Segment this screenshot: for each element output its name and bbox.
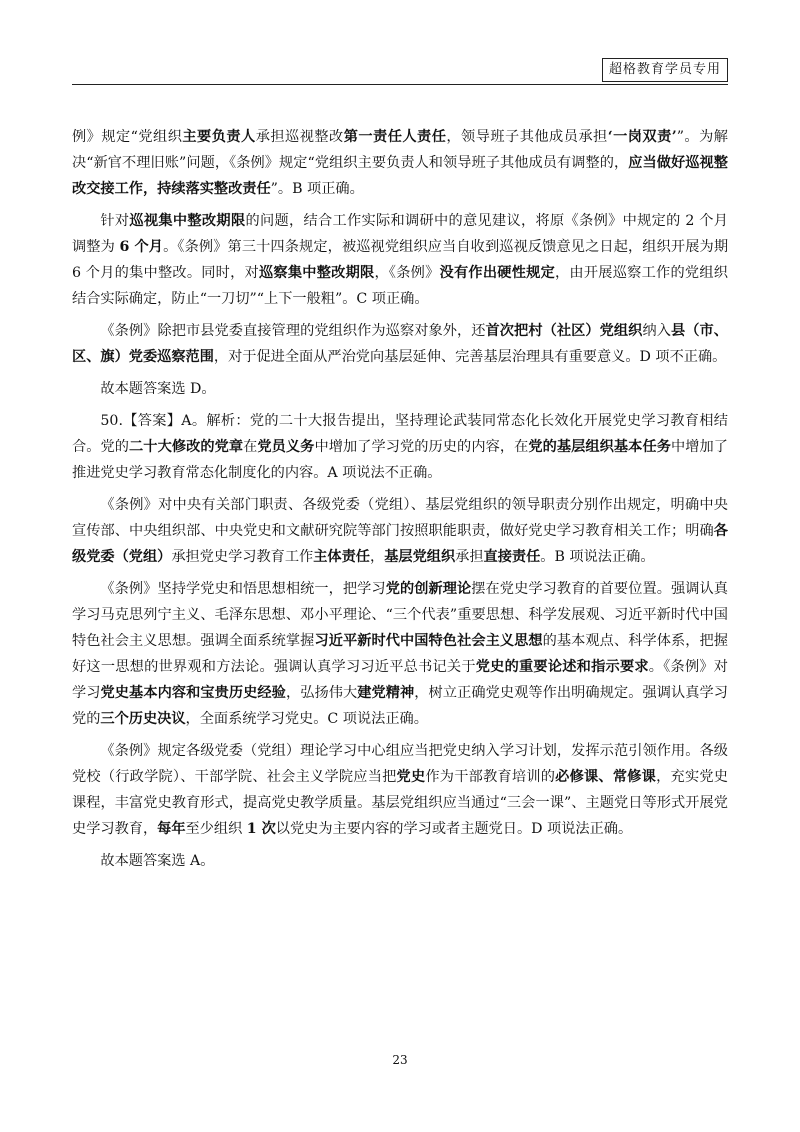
body-text: 的问题，结合工作实际和调研中的意见建议，将原《条例》中规定的 2 个月调整为 bbox=[72, 213, 728, 255]
body-text: 。《条例》对学习 bbox=[72, 659, 728, 701]
emphasis-text: 二十大修改的党章 bbox=[129, 439, 244, 455]
paragraph-p6 bbox=[72, 492, 728, 570]
emphasis-text: 巡视集中整改期限 bbox=[129, 213, 246, 229]
body-text: ，充实党史课程，丰富党史教育形式，提高党史教学质量。基层党组织应当通过“三会一课”、主题党日等形式开展党史学习教育， bbox=[72, 769, 728, 837]
body-text: 作为干部教育培训的 bbox=[425, 769, 556, 785]
header-label: 超格教育学员专用 bbox=[602, 58, 728, 82]
body-text: 50.【答案】A。解析：党的二十大报告提出，坚持理论武装同常态化长效化开展党史学习教育相结合。党的 bbox=[72, 413, 728, 455]
emphasis-text: 党史的重要论述和指示要求 bbox=[475, 659, 649, 675]
paragraph-p2 bbox=[72, 208, 728, 312]
body-text: ， bbox=[369, 549, 385, 565]
body-text: 承担党史学习教育工作 bbox=[171, 549, 314, 565]
emphasis-text: 巡察集中整改期限 bbox=[258, 265, 375, 281]
paragraph-p7 bbox=[72, 576, 728, 732]
emphasis-text: 县（市、区、旗）党委巡察范围 bbox=[72, 323, 728, 365]
body-text: 中增加了学习党的历史的内容，在 bbox=[314, 439, 529, 455]
body-text: ，树立正确党史观等作出明确规定。强调认真学习党的 bbox=[72, 685, 728, 727]
emphasis-text: 第一责任人责任 bbox=[343, 129, 447, 145]
body-text: 例》规定“党组织 bbox=[72, 129, 183, 145]
body-text: ，弘扬伟大 bbox=[285, 685, 358, 701]
document-body bbox=[72, 124, 728, 880]
paragraph-p3 bbox=[72, 318, 728, 370]
emphasis-text: 没有作出硬性规定 bbox=[439, 265, 555, 281]
paragraph-p9 bbox=[72, 848, 728, 874]
emphasis-text: ‘一岗双责’ bbox=[607, 129, 677, 145]
emphasis-text: 必修课、常修课 bbox=[555, 769, 657, 785]
body-text: ，对于促进全面从严治党向基层延伸、完善基层治理具有重要意义。D 项不正确。 bbox=[213, 349, 727, 365]
body-text: 。B 项说法正确。 bbox=[540, 549, 655, 565]
body-text: 《条例》除把市县党委直接管理的党组织作为巡察对象外，还 bbox=[100, 323, 486, 339]
body-text: 《条例》对中央有关部门职责、各级党委（党组）、基层党组织的领导职责分别作出规定，明确中央宣传部、中央组织部、中央党史和文献研究院等部门按照职能职责，做好党史学习教育相关工作；明确 bbox=[72, 497, 728, 539]
emphasis-text: 6 个月 bbox=[119, 239, 164, 255]
emphasis-text: 党的创新理论 bbox=[385, 581, 472, 597]
body-text: ，领导班子其他成员承担 bbox=[446, 129, 608, 145]
body-text: 《条例》坚持学党史和悟思想相统一，把学习 bbox=[100, 581, 386, 597]
body-text: 承担 bbox=[455, 549, 484, 565]
page-number: 23 bbox=[392, 1053, 408, 1067]
emphasis-text: 党员义务 bbox=[257, 439, 315, 455]
body-text: 在 bbox=[243, 439, 258, 455]
emphasis-text: 各级党委（党组） bbox=[72, 523, 728, 565]
emphasis-text: 主体责任 bbox=[313, 549, 370, 565]
emphasis-text: 主要负责人 bbox=[182, 129, 256, 145]
emphasis-text: 党的基层组织基本任务 bbox=[528, 439, 671, 455]
emphasis-text: 党史基本内容和宝贵历史经验 bbox=[100, 685, 286, 701]
emphasis-text: 基层党组织 bbox=[384, 549, 456, 565]
header-rule bbox=[72, 84, 728, 85]
body-text: 承担巡视整改 bbox=[255, 129, 344, 145]
body-text: ”。为解决“新官不理旧账”问题，《条例》规定“党组织主要负责人和领导班子其他成员有调整的， bbox=[72, 129, 728, 171]
body-text: 以党史为主要内容的学习或者主题党日。D 项说法正确。 bbox=[275, 821, 633, 837]
body-text: 至少组织 bbox=[185, 821, 247, 837]
emphasis-text: 习近平新时代中国特色社会主义思想 bbox=[314, 633, 543, 649]
body-text: 故本题答案选 A。 bbox=[100, 853, 215, 869]
emphasis-text: 首次把村（社区）党组织 bbox=[485, 323, 643, 339]
body-text: 。《条例》第三十四条规定，被巡视党组织应当自收到巡视反馈意见之日起，组织开展为期 6 个月的集中整改。同时，对 bbox=[72, 239, 729, 281]
body-text: 中增加了推进党史学习教育常态化制度化的内容。A 项说法不正确。 bbox=[72, 439, 728, 481]
body-text: 的基本观点、科学体系，把握好这一思想的世界观和方法论。强调认真学习习近平总书记关于 bbox=[72, 633, 728, 675]
emphasis-text: 建党精神 bbox=[357, 685, 415, 701]
emphasis-text: 1 次 bbox=[246, 821, 276, 837]
paragraph-p1 bbox=[72, 124, 728, 202]
emphasis-text: 三个历史决议 bbox=[100, 711, 186, 727]
emphasis-text: 每年 bbox=[157, 821, 186, 837]
paragraph-p5 bbox=[72, 408, 728, 486]
emphasis-text: 直接责任 bbox=[483, 549, 541, 565]
body-text: 故本题答案选 D。 bbox=[100, 381, 216, 397]
body-text: ，由开展巡察工作的党组织结合实际确定，防止“一刀切”“上下一般粗”。C 项正确。 bbox=[72, 265, 728, 307]
body-text: ”。B 项正确。 bbox=[270, 181, 364, 197]
body-text: ，全面系统学习党史。C 项说法正确。 bbox=[185, 711, 428, 727]
body-text: ，《条例》 bbox=[374, 265, 440, 281]
body-text: 摆在党史学习教育的首要位置。强调认真学习马克思列宁主义、毛泽东思想、邓小平理论、“三个代表”重要思想、科学发展观、习近平新时代中国特色社会主义思想。强调全面系统掌握 bbox=[72, 581, 728, 649]
body-text: 纳入 bbox=[642, 323, 671, 339]
body-text: 针对 bbox=[100, 213, 130, 229]
body-text: 《条例》规定各级党委（党组）理论学习中心组应当把党史纳入学习计划，发挥示范引领作用。各级党校（行政学院）、干部学院、社会主义学院应当把 bbox=[72, 743, 728, 785]
paragraph-p4 bbox=[72, 376, 728, 402]
paragraph-p8 bbox=[72, 738, 728, 842]
emphasis-text: 应当做好巡视整改交接工作，持续落实整改责任 bbox=[72, 155, 728, 197]
emphasis-text: 党史 bbox=[396, 769, 426, 785]
